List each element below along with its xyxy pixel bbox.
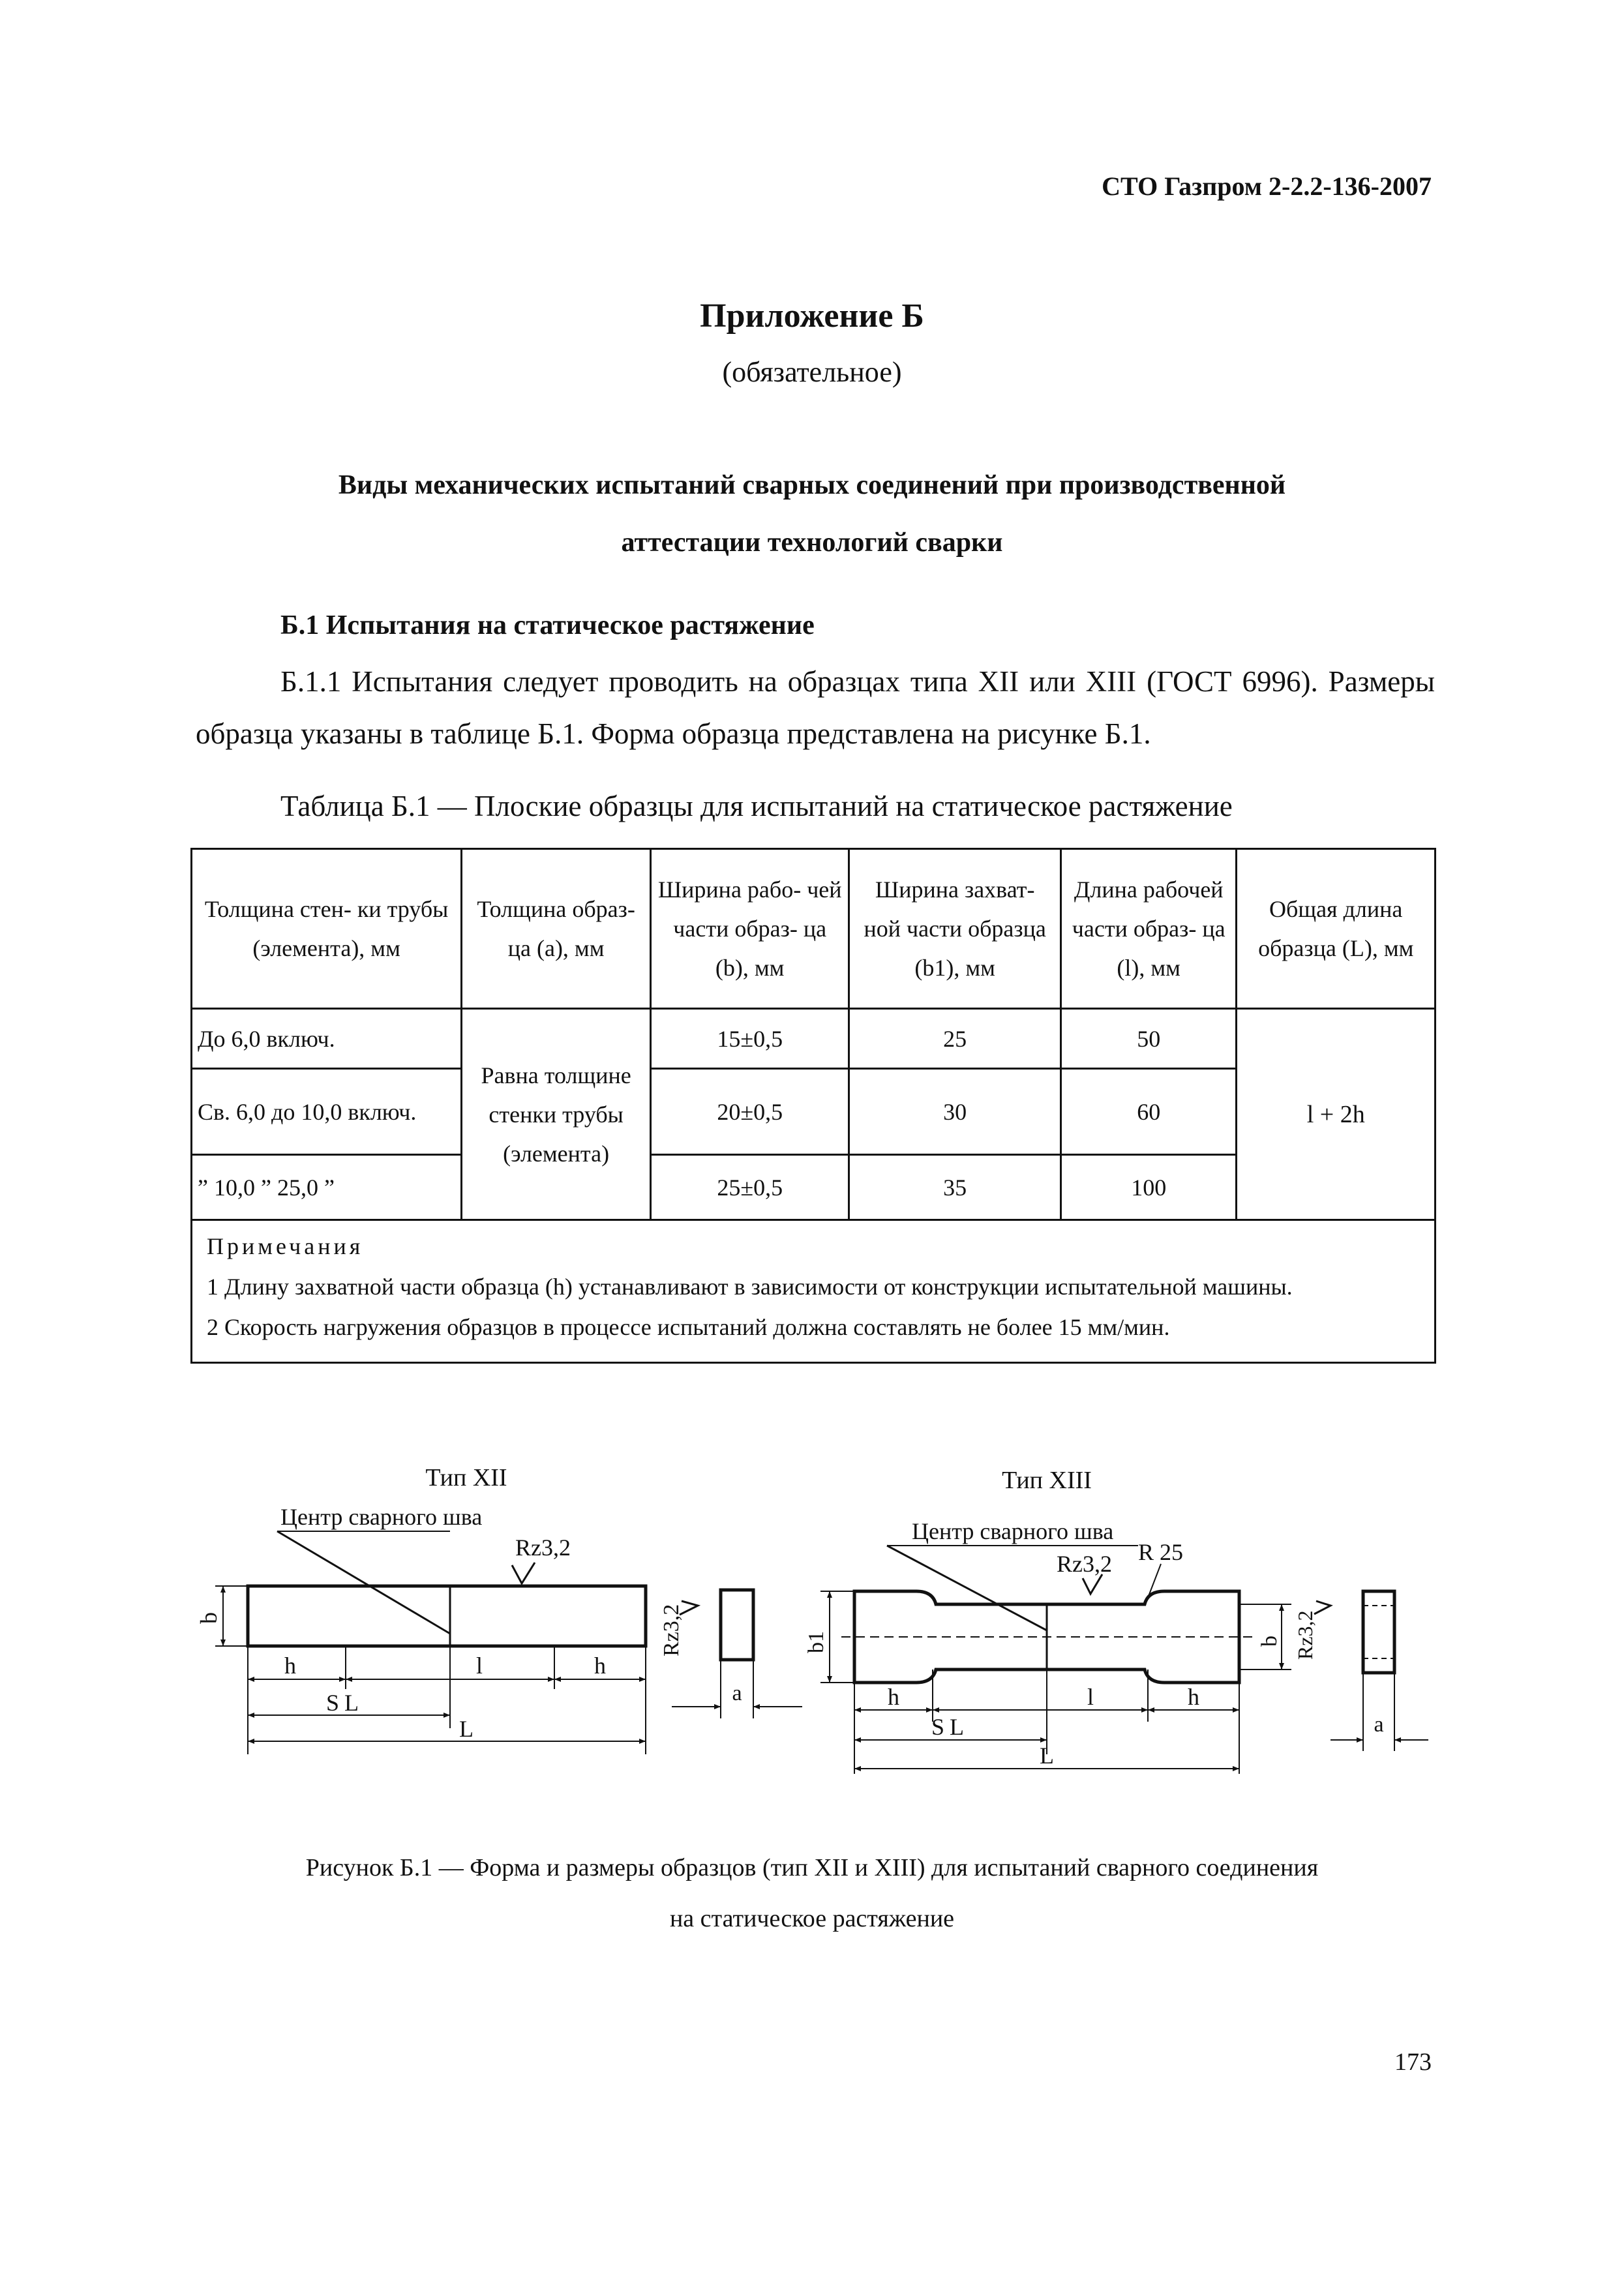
type-xii-label-l: l [475, 1653, 483, 1679]
page-number: 173 [1394, 2048, 1432, 2076]
type-xiii-label-b1: b1 [804, 1631, 828, 1653]
type-xiii-label-s: S [931, 1714, 945, 1740]
table-caption: Таблица Б.1 — Плоские образцы для испытаний на статическое растяжение [280, 790, 1233, 822]
document-title-line-2: аттестации технологий сварки [621, 528, 1003, 558]
roughness-icon [512, 1563, 535, 1583]
type-xiii-cross-section [1363, 1591, 1394, 1673]
header-working-width: Ширина рабо- чей части образ- ца (b), мм [650, 849, 849, 1009]
type-xii-label-b: b [196, 1612, 222, 1624]
notes-title: Примечания [207, 1233, 364, 1259]
type-xii-weld-label: Центр сварного шва [280, 1504, 483, 1530]
cell-total-length-merged: l + 2h [1237, 1009, 1436, 1220]
cell-working-length: 60 [1060, 1069, 1237, 1155]
type-xiii-label-sl: L [950, 1714, 964, 1740]
type-xii-label-a: a [732, 1681, 742, 1705]
type-xii-cross-section [721, 1590, 753, 1660]
section-heading: Б.1 Испытания на статическое растяжение [280, 610, 815, 640]
type-xiii-section-roughness: Rz3,2 [1293, 1610, 1317, 1660]
annex-subtitle: (обязательное) [722, 356, 902, 388]
header-working-length: Длина рабочей части образ- ца (l), мм [1060, 849, 1237, 1009]
table-notes [192, 1220, 1436, 1363]
type-xii-label-s: S [326, 1690, 340, 1716]
type-xii-label-h2: h [594, 1653, 606, 1679]
cell-wall-thickness: ” 10,0 ” 25,0 ” [192, 1155, 462, 1220]
figure-caption-line-1: Рисунок Б.1 — Форма и размеры образцов (тип XII и XIII) для испытаний сварного соединения [305, 1854, 1319, 1881]
cell-wall-thickness: Св. 6,0 до 10,0 включ. [192, 1069, 462, 1155]
type-xii-section-roughness: Rz3,2 [659, 1604, 684, 1656]
document-title-line-1: Виды механических испытаний сварных соединений при производственной [338, 470, 1286, 500]
cell-grip-width: 30 [849, 1069, 1060, 1155]
specimen-table [190, 848, 1436, 1364]
type-xiii-weld-label: Центр сварного шва [912, 1518, 1114, 1544]
type-xii-specimen [248, 1586, 646, 1646]
cell-working-length: 50 [1060, 1009, 1237, 1069]
type-xiii-drawing [804, 1467, 1428, 1774]
cell-working-width: 20±0,5 [650, 1069, 849, 1155]
table-notes-row [192, 1220, 1436, 1363]
type-xii-label-total-l: L [459, 1716, 474, 1742]
note-1: 1 Длину захватной части образца (h) устанавливают в зависимости от конструкции испытательной машины. [207, 1274, 1293, 1300]
type-xii-drawing [196, 1464, 802, 1754]
cell-working-width: 25±0,5 [650, 1155, 849, 1220]
document-title [0, 457, 1624, 571]
cell-grip-width: 35 [849, 1155, 1060, 1220]
cell-specimen-thickness-merged: Равна толщине стенки трубы (элемента) [462, 1009, 651, 1220]
type-xii-roughness: Rz3,2 [515, 1535, 571, 1561]
table-row [192, 1009, 1436, 1069]
note-2: 2 Скорость нагружения образцов в процессе испытаний должна составлять не более 15 мм/мин. [207, 1314, 1170, 1340]
type-xiii-title: Тип XIII [1002, 1467, 1092, 1494]
roughness-icon [1314, 1601, 1331, 1614]
type-xii-title: Тип XII [425, 1464, 507, 1491]
type-xiii-label-l: l [1087, 1684, 1094, 1710]
document-code: СТО Газпром 2-2.2-136-2007 [1102, 172, 1432, 201]
annex-title: Приложение Б [700, 297, 924, 335]
cell-grip-width: 25 [849, 1009, 1060, 1069]
header-grip-width: Ширина захват- ной части образца (b1), мм [849, 849, 1060, 1009]
cell-working-length: 100 [1060, 1155, 1237, 1220]
table-header-row [192, 849, 1436, 1009]
header-specimen-thickness: Толщина образ- ца (а), мм [462, 849, 651, 1009]
cell-wall-thickness: До 6,0 включ. [192, 1009, 462, 1069]
header-total-length: Общая длина образца (L), мм [1237, 849, 1436, 1009]
type-xiii-roughness: Rz3,2 [1057, 1551, 1112, 1577]
type-xiii-label-a: a [1374, 1713, 1384, 1737]
figure-caption [0, 1842, 1624, 1944]
type-xiii-label-total-l: L [1040, 1743, 1054, 1769]
roughness-icon [1083, 1574, 1102, 1594]
type-xiii-label-h2: h [1188, 1684, 1199, 1710]
type-xiii-label-b: b [1257, 1636, 1282, 1647]
header-wall-thickness: Толщина стен- ки трубы (элемента), мм [192, 849, 462, 1009]
type-xiii-radius: R 25 [1138, 1539, 1184, 1565]
section-paragraph: Б.1.1 Испытания следует проводить на образцах типа XII или XIII (ГОСТ 6996). Размеры образца указаны в таблице Б.1. Форма образца представлена на рисунке Б.1. [196, 665, 1435, 750]
specimen-figure [0, 1448, 1624, 1813]
type-xiii-label-h1: h [888, 1684, 899, 1710]
figure-caption-line-2: на статическое растяжение [669, 1905, 955, 1932]
cell-working-width: 15±0,5 [650, 1009, 849, 1069]
type-xii-label-h1: h [284, 1653, 296, 1679]
type-xii-label-sl: L [344, 1690, 359, 1716]
